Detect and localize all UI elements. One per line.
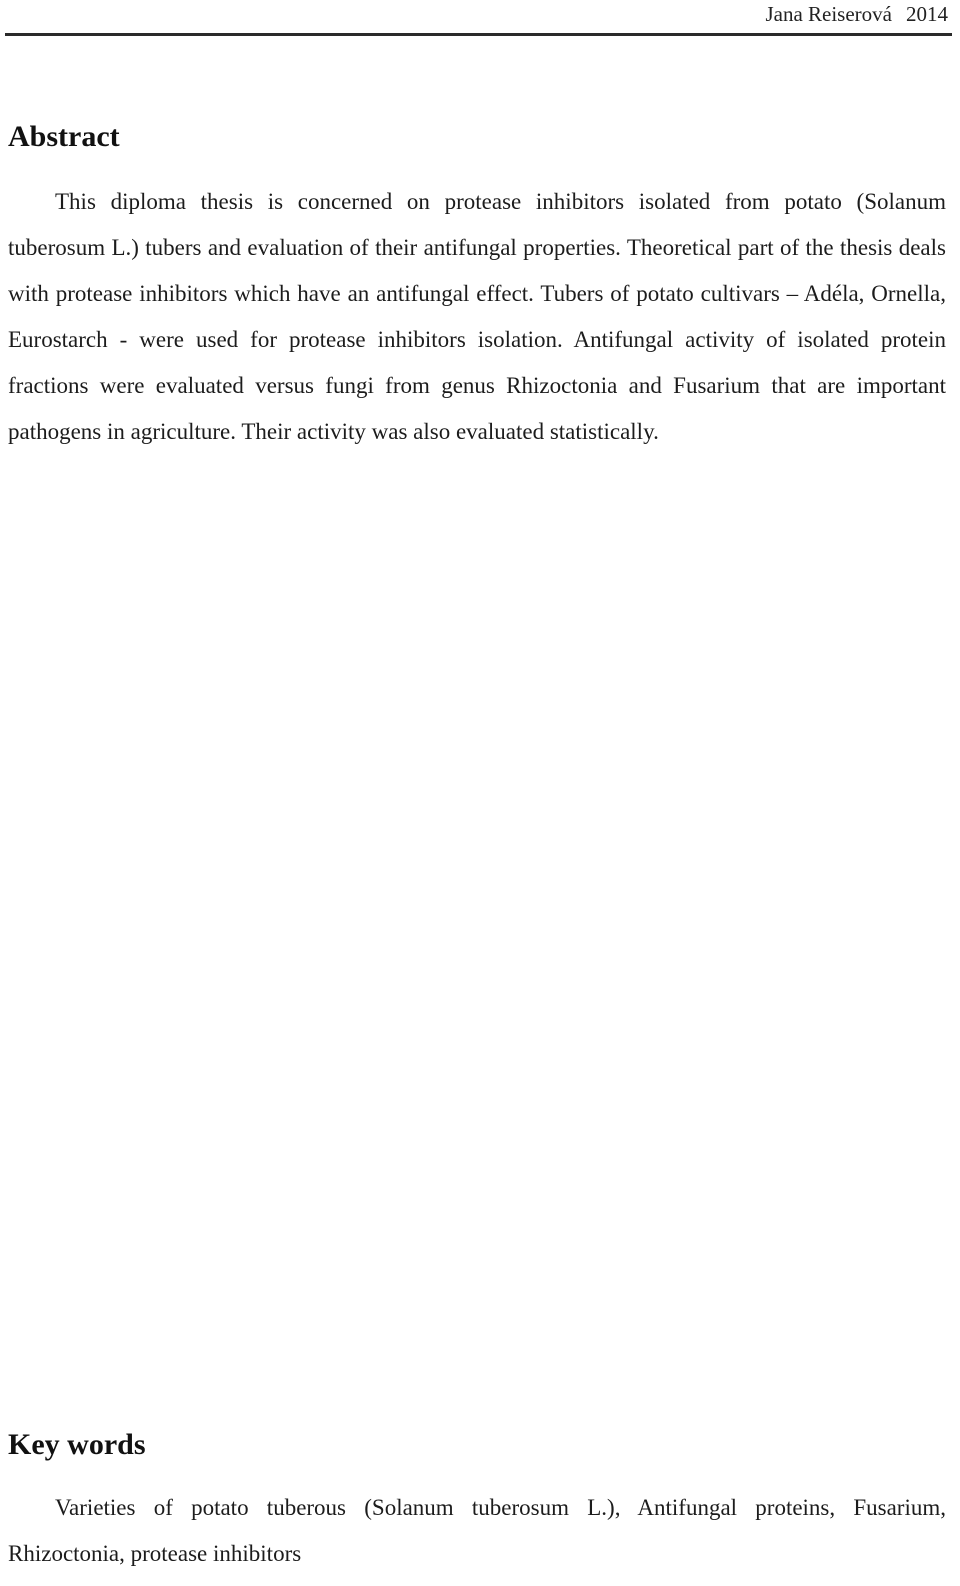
page-header xyxy=(0,0,960,40)
header-author: Jana Reiserová xyxy=(765,2,892,26)
abstract-heading: Abstract xyxy=(8,120,120,153)
keywords-heading: Key words xyxy=(8,1428,146,1461)
header-year: 2014 xyxy=(906,2,948,26)
abstract-paragraph: This diploma thesis is concerned on protease inhibitors isolated from potato (Solanum tuberosum L.) tubers and evaluation of their antifungal properties. Theoretical part of the thesis deals with protease inhibitors which have an antifungal effect. Tubers of potato cultivars – Adéla, Ornella, Eurostarch - were used for protease inhibitors isolation. Antifungal activity of isolated protein fractions were evaluated versus fungi from genus Rhizoctonia and Fusarium that are important pathogens in agriculture. Their activity was also evaluated statistically. xyxy=(8,189,946,444)
keywords-paragraph: Varieties of potato tuberous (Solanum tuberosum L.), Antifungal proteins, Fusarium, Rhizoctonia, protease inhibitors xyxy=(8,1495,946,1566)
header-text xyxy=(765,2,948,27)
header-rule xyxy=(5,33,952,36)
